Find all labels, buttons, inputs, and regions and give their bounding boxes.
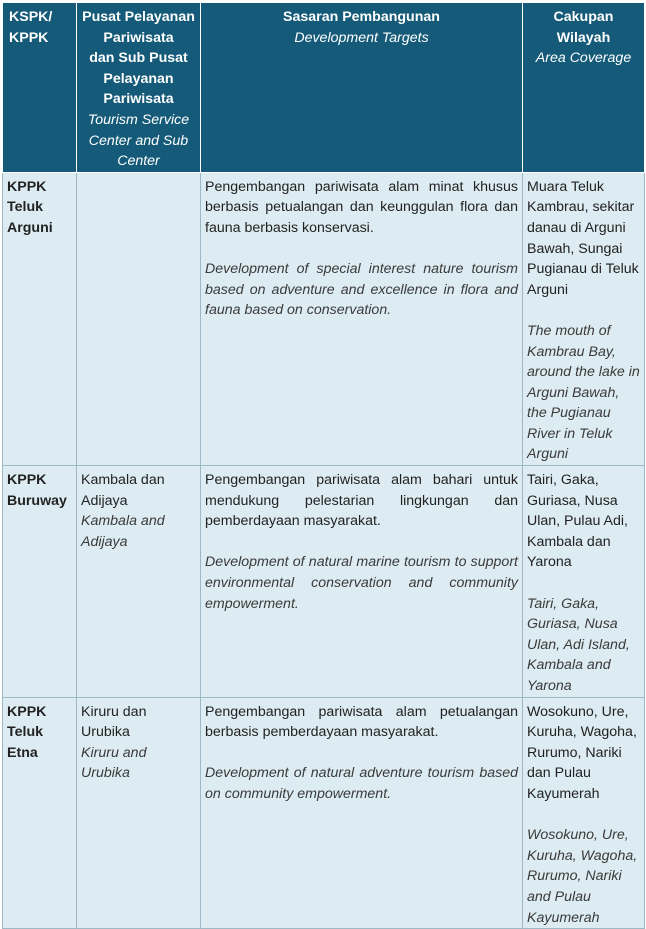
header-service-center-line: Pariwisata [103, 29, 174, 46]
header-row [3, 3, 645, 173]
row-target-cell [201, 697, 523, 929]
row-area-cell [523, 172, 645, 465]
area-id: Tairi, Gaka, Guriasa, Nusa Ulan, Pulau Adi, Kambala dan Yarona [527, 472, 628, 571]
row-center-cell [77, 172, 201, 465]
center-en: Kambala and Adijaya [81, 513, 165, 550]
target-id: Pengembangan pariwisata alam petualangan berbasis pemberdayaan masyarakat. [205, 703, 518, 741]
row-center-cell [77, 697, 201, 929]
header-service-center-en: Tourism Service Center and Sub Center [87, 111, 190, 170]
header-kspk-label: KSPK/ KPPK [9, 9, 53, 46]
header-area-id: Cakupan Wilayah [553, 9, 614, 46]
development-targets-table [2, 2, 645, 929]
row-name-cell: KPPK Teluk Arguni [3, 172, 77, 465]
area-en: Tairi, Gaka, Guriasa, Nusa Ulan, Adi Island, Kambala and Yarona [527, 595, 630, 694]
area-en: The mouth of Kambrau Bay, around the lake in Arguni Bawah, the Pugianau River in Teluk Arguni [527, 322, 640, 463]
table-row [3, 697, 645, 929]
center-id: Kiruru dan Urubika [81, 703, 147, 741]
header-targets-en: Development Targets [294, 29, 429, 46]
target-en: Development of special interest nature tourism based on adventure and excellence in flora and fauna based on conservation. [205, 261, 518, 319]
row-area-cell [523, 466, 645, 698]
header-area-en: Area Coverage [535, 50, 632, 67]
target-id: Pengembangan pariwisata alam minat khusus berbasis petualangan dan keunggulan flora dan fauna berbasis konservasi. [205, 178, 518, 236]
header-service-center-line: Pariwisata [103, 91, 174, 108]
row-center-cell [77, 466, 201, 698]
header-service-center-line: Pelayanan [103, 70, 174, 87]
header-kspk [3, 3, 77, 173]
target-id: Pengembangan pariwisata alam bahari untuk mendukung pelestarian lingkungan dan pemberdayaan masyarakat. [205, 472, 518, 530]
row-target-cell [201, 172, 523, 465]
row-name-cell: KPPK Teluk Etna [3, 697, 77, 929]
header-targets-id: Sasaran Pembangunan [283, 9, 440, 25]
table-header [3, 3, 645, 173]
area-en: Wosokuno, Ure, Kuruha, Wagoha, Rurumo, Nariki and Pulau Kayumerah [527, 827, 638, 926]
area-id: Wosokuno, Ure, Kuruha, Wagoha, Rurumo, Nariki dan Pulau Kayumerah [527, 703, 637, 802]
target-en: Development of natural adventure tourism based on community empowerment. [205, 765, 518, 802]
area-id: Muara Teluk Kambrau, sekitar danau di Arguni Bawah, Sungai Pugianau di Teluk Arguni [527, 178, 639, 298]
header-development-targets [201, 3, 523, 173]
center-en: Kiruru and Urubika [81, 744, 147, 782]
row-name-cell: KPPK Buruway [3, 466, 77, 698]
header-area-coverage [523, 3, 645, 173]
header-service-center [77, 3, 201, 173]
header-service-center-line: Pusat Pelayanan [82, 9, 195, 25]
center-id: Kambala dan Adijaya [81, 472, 165, 509]
target-en: Development of natural marine tourism to support environmental conservation and community empowerment. [205, 554, 518, 612]
table-row [3, 172, 645, 465]
row-target-cell [201, 466, 523, 698]
row-area-cell [523, 697, 645, 929]
table-body [3, 172, 645, 928]
table-row [3, 466, 645, 698]
header-service-center-line: dan Sub Pusat [89, 50, 188, 67]
